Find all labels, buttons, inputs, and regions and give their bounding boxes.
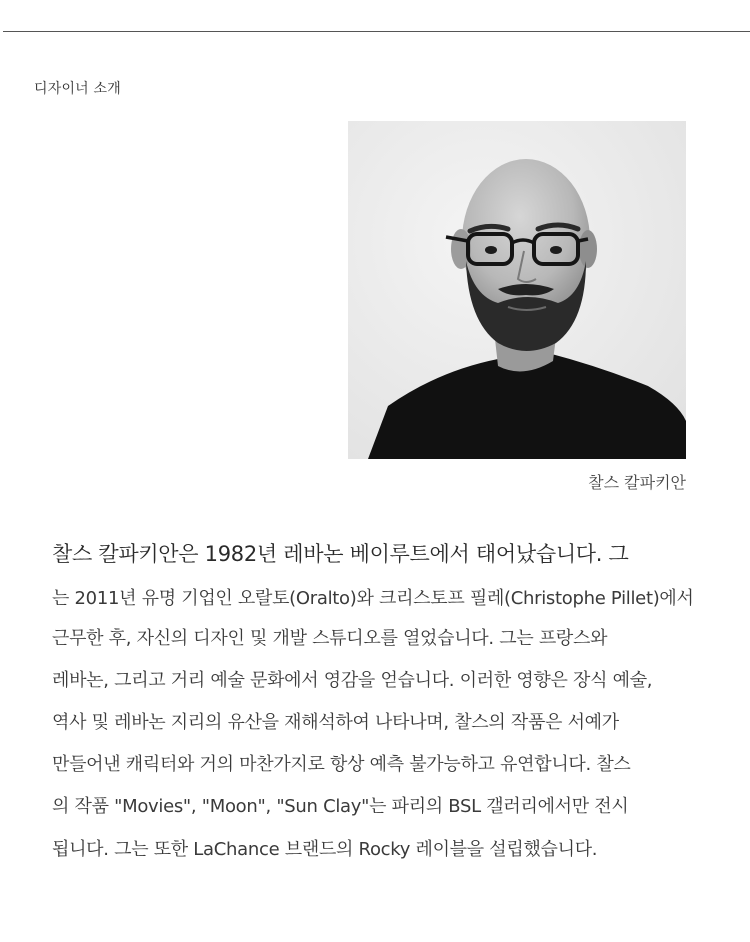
top-divider xyxy=(3,31,750,32)
bio-line: 역사 및 레바논 지리의 유산을 재해석하여 나타나며, 찰스의 작품은 서예가 xyxy=(52,712,619,733)
portrait-caption: 찰스 칼파키안 xyxy=(588,473,686,492)
bio-line: 근무한 후, 자신의 디자인 및 개발 스튜디오를 열었습니다. 그는 프랑스와 xyxy=(52,628,608,649)
portrait-image xyxy=(348,121,686,459)
designer-portrait xyxy=(348,121,686,459)
section-title: 디자이너 소개 xyxy=(34,81,121,97)
bio-line: 만들어낸 캐릭터와 거의 마찬가지로 항상 예측 불가능하고 유연합니다. 찰스 xyxy=(52,754,631,775)
bio-line: 는 2011년 유명 기업인 오랄토(Oralto)와 크리스토프 필레(Christophe Pillet)에서 xyxy=(52,588,694,609)
bio-line: 찰스 칼파키안은 1982년 레바논 베이루트에서 태어났습니다. 그 xyxy=(52,542,629,566)
bio-line: 의 작품 "Movies", "Moon", "Sun Clay"는 파리의 BSL 갤러리에서만 전시 xyxy=(52,796,629,817)
bio-line: 됩니다. 그는 또한 LaChance 브랜드의 Rocky 레이블을 설립했습니다. xyxy=(52,839,598,860)
bio-line: 레바논, 그리고 거리 예술 문화에서 영감을 얻습니다. 이러한 영향은 장식 예술, xyxy=(52,670,653,691)
